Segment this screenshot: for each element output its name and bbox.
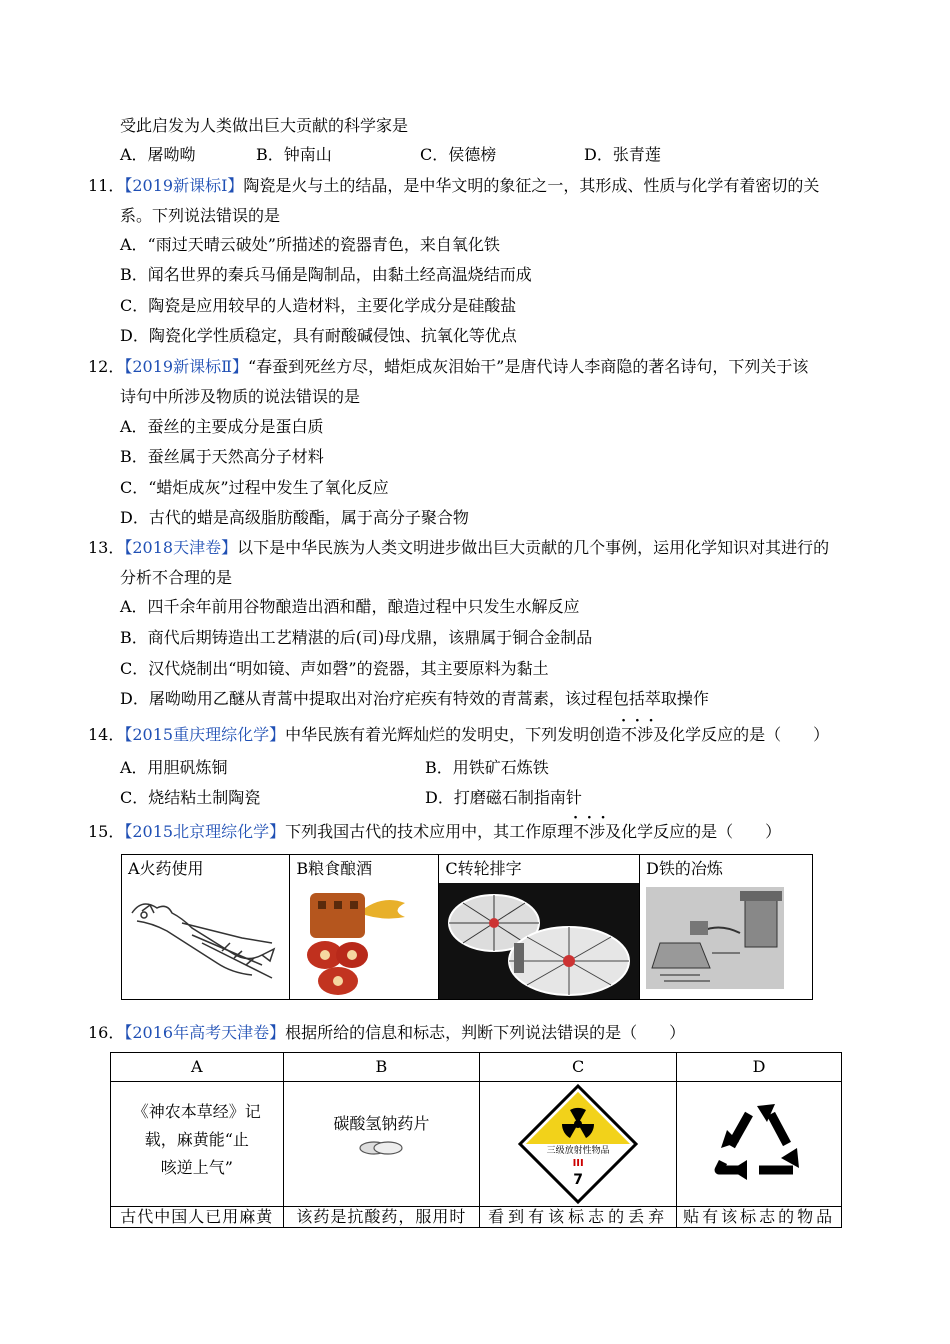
q14-source: 【2015重庆理综化学】	[124, 725, 286, 744]
q12-stem-line2: 诗句中所涉及物质的说法错误的是	[120, 387, 361, 406]
q15-source: 【2015北京理综化学】	[124, 822, 286, 841]
q13-option-c: C．汉代烧制出“明如镜、声如磬”的瓷器，其主要原料为黏土	[120, 659, 549, 678]
q13-number: 13．	[88, 538, 125, 557]
q15-table	[121, 854, 813, 1000]
q11-stem-line2: 系。下列说法错误的是	[120, 206, 281, 225]
q15-stem-a: 下列我国古代的技术应用中，其工作原理	[285, 822, 574, 841]
q12-option-b: B．蚕丝属于天然高分子材料	[120, 447, 324, 466]
tablet-pills-icon	[284, 1138, 480, 1162]
q13-stem-line2: 分析不合理的是	[120, 568, 233, 587]
q14-option-d: D．打磨磁石制指南针	[425, 788, 582, 807]
q10-option-c: C．侯德榜	[420, 145, 497, 164]
q11-stem-text1: 陶瓷是火与土的结晶，是中华文明的象征之一，其形成、性质与化学有着密切的关	[243, 176, 820, 195]
dragon-rocket-illustration	[122, 883, 289, 999]
q16-bottom-b: 该药是抗酸药，服用时	[283, 1207, 480, 1228]
q15-header-a: A火药使用	[128, 859, 204, 878]
q10-option-d: D．张青莲	[584, 145, 661, 164]
q14-stem-b: 化学反应的是（ ）	[669, 725, 830, 744]
q16-number: 16．	[88, 1023, 125, 1042]
q14-number: 14．	[88, 725, 125, 744]
q15-header-d: D铁的冶炼	[645, 859, 723, 878]
radiation-roman: III	[572, 1158, 584, 1169]
q12-option-a: A．蚕丝的主要成分是蛋白质	[120, 417, 324, 436]
q16-bottom-c: 看到有该标志的丢弃	[480, 1207, 677, 1228]
q16-header-b: B	[283, 1053, 480, 1082]
q14-option-c: C．烧结粘土制陶瓷	[120, 788, 261, 807]
q11-option-a: A．“雨过天晴云破处”所描述的瓷器青色，来自氧化铁	[120, 235, 500, 254]
q12-option-d: D．古代的蜡是高级脂肪酸酯，属于高分子聚合物	[120, 508, 469, 527]
q13-option-a: A．四千余年前用谷物酿造出酒和醋，酿造过程中只发生水解反应	[120, 597, 580, 616]
q16-table	[110, 1052, 842, 1228]
recycle-icon	[677, 1082, 841, 1192]
q10-option-a: A．屠呦呦	[120, 145, 196, 164]
q16-cell-b-text: 碳酸氢钠药片	[333, 1114, 430, 1133]
q12-source: 【2019新课标Ⅱ】	[124, 357, 248, 376]
q15-cell-c	[439, 855, 640, 1000]
q14-emphasis: 不涉及 · · ·	[621, 725, 669, 744]
q15-header-b: B粮食酿酒	[296, 859, 373, 878]
q13-option-b: B．商代后期铸造出工艺精湛的后(司)母戊鼎，该鼎属于铜合金制品	[120, 628, 593, 647]
q12-number: 12．	[88, 357, 125, 376]
q13-stem-text1: 以下是中华民族为人类文明进步做出巨大贡献的几个事例，运用化学知识对其进行的	[237, 538, 830, 557]
q16-cell-a	[111, 1082, 284, 1207]
q12-option-c: C．“蜡炬成灰”过程中发生了氧化反应	[120, 478, 389, 497]
q16-header-d: D	[677, 1053, 842, 1082]
q16-source: 【2016年高考天津卷】	[124, 1023, 286, 1042]
q15-emphasis: 不涉及 · · ·	[573, 822, 621, 841]
radiation-warning-sign	[480, 1082, 676, 1206]
radiation-class: 7	[573, 1172, 584, 1188]
q14-stem	[88, 725, 829, 745]
q16-stem-text: 根据所给的信息和标志，判断下列说法错误的是（ ）	[285, 1023, 686, 1042]
q11-source: 【2019新课标Ⅰ】	[124, 176, 244, 195]
q16-cell-a-line3: 咳逆上气”	[160, 1158, 233, 1177]
q16-cell-a-line1: 《神农本草经》记	[132, 1102, 261, 1121]
q16-cell-a-line2: 载，麻黄能“止	[144, 1130, 249, 1149]
q13-stem-line1	[88, 538, 829, 558]
q11-option-d: D．陶瓷化学性质稳定，具有耐酸碱侵蚀、抗氧化等优点	[120, 326, 517, 345]
q14-option-b: B．用铁矿石炼铁	[425, 758, 549, 777]
rotating-typesetting-illustration	[439, 883, 639, 999]
q11-number: 11．	[88, 176, 125, 195]
q15-number: 15．	[88, 822, 125, 841]
q11-option-b: B．闻名世界的秦兵马俑是陶制品，由黏土经高温烧结而成	[120, 265, 532, 284]
q16-header-c: C	[480, 1053, 677, 1082]
q16-bottom-d: 贴有该标志的物品	[677, 1207, 842, 1228]
q16-cell-c	[480, 1082, 677, 1207]
q10-stem-tail: 受此启发为人类做出巨大贡献的科学家是	[120, 116, 409, 135]
q12-stem-line1	[88, 357, 808, 377]
q15-stem-b: 化学反应的是（ ）	[621, 822, 782, 841]
q15-cell-d	[639, 855, 812, 1000]
q16-stem	[88, 1023, 685, 1043]
q15-stem	[88, 822, 781, 842]
q13-source: 【2018天津卷】	[124, 538, 238, 557]
iron-smelting-illustration	[640, 883, 812, 999]
q16-cell-d	[677, 1082, 842, 1207]
q11-stem-line1	[88, 176, 819, 196]
q16-bottom-a: 古代中国人已用麻黄	[111, 1207, 284, 1228]
q11-option-c: C．陶瓷是应用较早的人造材料，主要化学成分是硅酸盐	[120, 296, 517, 315]
q14-stem-a: 中华民族有着光辉灿烂的发明史，下列发明创造	[285, 725, 622, 744]
q15-cell-a	[122, 855, 290, 1000]
q16-cell-b	[283, 1082, 480, 1207]
wine-brewing-illustration	[290, 883, 438, 999]
q16-header-a: A	[111, 1053, 284, 1082]
radiation-label: 三级放射性物品	[546, 1146, 610, 1156]
q13-option-d: D．屠呦呦用乙醚从青蒿中提取出对治疗疟疾有特效的青蒿素，该过程包括萃取操作	[120, 689, 709, 708]
q12-stem-text1: “春蚕到死丝方尽，蜡炬成灰泪始干”是唐代诗人李商隐的著名诗句，下列关于该	[247, 357, 809, 376]
q10-option-b: B．钟南山	[256, 145, 332, 164]
q15-header-c: C转轮排字	[445, 859, 522, 878]
q14-option-a: A．用胆矾炼铜	[120, 758, 228, 777]
q15-cell-b	[290, 855, 439, 1000]
